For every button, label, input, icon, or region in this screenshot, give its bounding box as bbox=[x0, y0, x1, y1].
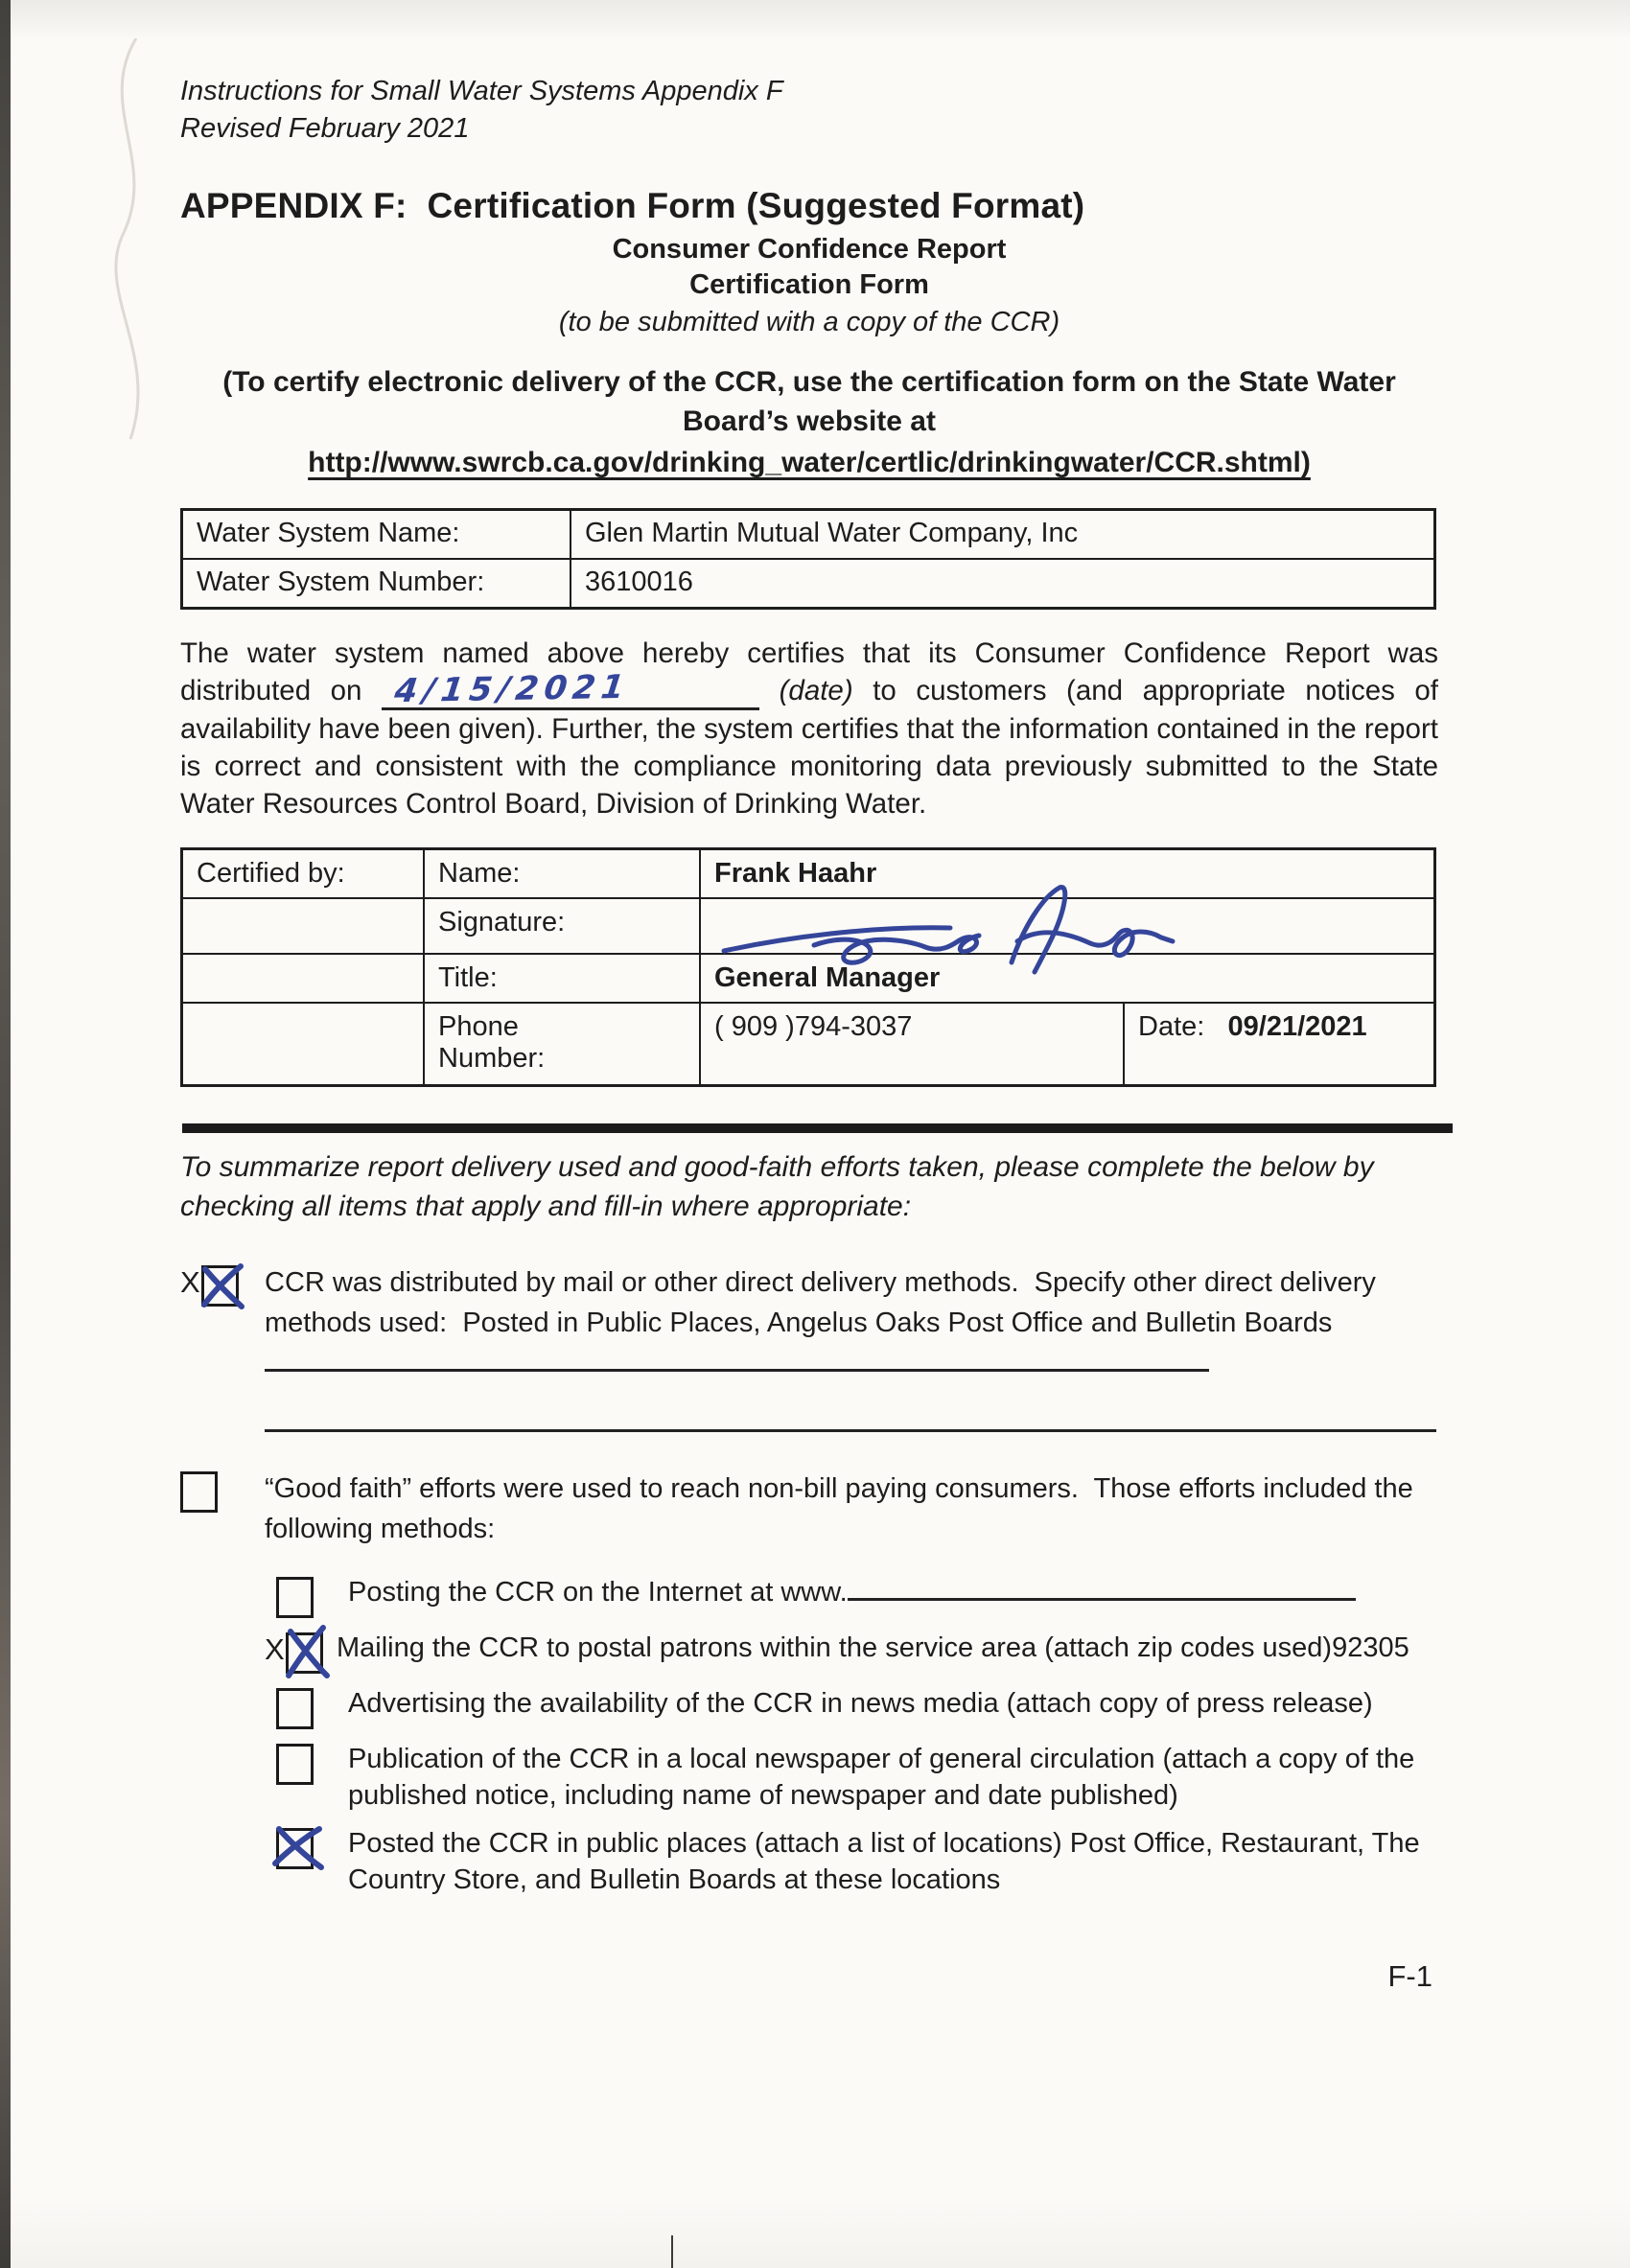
phone-label: Phone Number: bbox=[424, 1003, 700, 1085]
fill-in-blank bbox=[848, 1577, 1356, 1601]
certification-paragraph bbox=[180, 635, 1438, 822]
checkbox-mailing bbox=[286, 1632, 323, 1674]
checkbox-internet bbox=[276, 1577, 314, 1618]
subtitle-submit-note: (to be submitted with a copy of the CCR) bbox=[558, 307, 1060, 337]
typed-x-mark: X bbox=[180, 1264, 200, 1299]
checkbox-advertising bbox=[276, 1688, 314, 1729]
checkbox-good-faith bbox=[180, 1471, 218, 1513]
signature-ink-icon bbox=[718, 882, 1178, 993]
header-note-line2: Revised February 2021 bbox=[180, 113, 470, 144]
posted-public-text: Posted the CCR in public places (attach a list of locations) Post Office, Restaurant, The Country Store, and Bulletin Boards at these locations bbox=[348, 1827, 1428, 1895]
water-system-table bbox=[180, 508, 1436, 610]
empty-cell bbox=[182, 954, 425, 1003]
handwritten-x-icon bbox=[271, 1819, 327, 1871]
handwritten-distribution-date: 4/15/2021 bbox=[392, 667, 633, 711]
summary-instruction: To summarize report delivery used and good-faith efforts taken, please complete the below by checking all items that apply and fill-in where appropriate: bbox=[180, 1150, 1374, 1222]
signature-scrawl bbox=[714, 907, 1420, 945]
checklist-item-text-block bbox=[265, 1262, 1436, 1383]
page-title: APPENDIX F: Certification Form (Suggested Format) bbox=[180, 186, 1085, 225]
header-note-line1: Instructions for Small Water Systems Appendix F bbox=[180, 76, 783, 106]
page-number: F-1 bbox=[1387, 1958, 1432, 1993]
fill-in-blank-row bbox=[265, 1425, 1436, 1432]
scan-edge-artifact bbox=[0, 0, 11, 2268]
checkbox-marker bbox=[276, 1741, 348, 1785]
signature-cell bbox=[700, 898, 1435, 954]
empty-cell bbox=[182, 1003, 425, 1085]
checklist-subitem-posted-public bbox=[180, 1825, 1438, 1898]
checkbox-publication bbox=[276, 1744, 314, 1785]
phone-value: ( 909 )794-3037 bbox=[700, 1003, 1124, 1085]
electronic-delivery-notice: (To certify electronic delivery of the CCR, use the certification form on the State Water Board’s website at bbox=[222, 366, 1396, 437]
water-system-name-value: Glen Martin Mutual Water Company, Inc bbox=[570, 510, 1435, 560]
checklist-subitem-mailing bbox=[180, 1630, 1438, 1674]
certification-text-after: to customers (and appropriate notices of availability have been given). Further, the system certifies that the information contained in the report is correct and consistent with the compliance monitoring data previously submitted to the State Water Resources Control Board, Division of Drinking Water. bbox=[180, 675, 1439, 820]
checkbox-marker bbox=[180, 1469, 265, 1513]
handwritten-x-icon bbox=[197, 1257, 246, 1312]
table-row bbox=[182, 510, 1435, 560]
scan-line-artifact bbox=[671, 2235, 673, 2268]
date-label: Date: bbox=[1138, 1011, 1205, 1042]
mail-delivery-text: CCR was distributed by mail or other direct delivery methods. Specify other direct delivery methods used: Posted in Public Places, Angelus Oaks Post Office and Bulletin Boards bbox=[265, 1266, 1384, 1338]
checklist-subitem-internet bbox=[180, 1574, 1438, 1618]
header-note bbox=[180, 73, 1438, 148]
name-value: Frank Haahr bbox=[700, 849, 1435, 899]
empty-cell bbox=[182, 898, 425, 954]
title-value: General Manager bbox=[700, 954, 1435, 1003]
table-row bbox=[182, 898, 1435, 954]
distribution-date-blank bbox=[382, 667, 759, 711]
certified-by-label: Certified by: bbox=[182, 849, 425, 899]
checkbox-marker bbox=[276, 1574, 348, 1618]
checklist-item-good-faith bbox=[180, 1469, 1438, 1549]
title-label: Title: bbox=[424, 954, 700, 1003]
water-system-number-value: 3610016 bbox=[570, 559, 1435, 609]
typed-x-mark: X bbox=[265, 1632, 285, 1666]
good-faith-text: “Good faith” efforts were used to reach non-bill paying consumers. Those efforts included the following methods: bbox=[265, 1472, 1421, 1544]
checkbox-mail-delivery bbox=[201, 1265, 239, 1307]
signature-label: Signature: bbox=[424, 898, 700, 954]
publication-text: Publication of the CCR in a local newspaper of general circulation (attach a copy of the published notice, including name of newspaper and date published) bbox=[348, 1743, 1423, 1811]
name-label: Name: bbox=[424, 849, 700, 899]
fill-in-blank bbox=[265, 1348, 1209, 1372]
mailing-text: Mailing the CCR to postal patrons within the service area (attach zip codes used)92305 bbox=[337, 1632, 1409, 1663]
section-divider-bar bbox=[182, 1123, 1453, 1133]
certification-text-before: The water system named above hereby certifies that its Consumer Confidence Report was distributed on bbox=[180, 637, 1438, 706]
date-cell bbox=[1124, 1003, 1435, 1085]
document-content bbox=[180, 73, 1438, 1994]
checkbox-posted-public bbox=[276, 1828, 314, 1869]
subtitle-ccr: Consumer Confidence Report bbox=[612, 234, 1007, 265]
date-value: 09/21/2021 bbox=[1227, 1011, 1367, 1042]
checkbox-marker bbox=[276, 1825, 348, 1869]
certified-by-table bbox=[180, 847, 1436, 1087]
state-board-url: http://www.swrcb.ca.gov/drinking_water/certlic/drinkingwater/CCR.shtml) bbox=[308, 447, 1311, 478]
checklist-subitem-advertising bbox=[180, 1685, 1438, 1729]
checklist-item-text-block bbox=[348, 1574, 1356, 1610]
date-hint: (date) bbox=[779, 675, 853, 706]
checklist-subitem-publication bbox=[180, 1741, 1438, 1814]
checkbox-marker bbox=[265, 1630, 337, 1674]
advertising-text: Advertising the availability of the CCR in news media (attach copy of press release) bbox=[348, 1687, 1373, 1719]
checklist-item-mail-delivery bbox=[180, 1262, 1438, 1383]
internet-text: Posting the CCR on the Internet at www. bbox=[348, 1576, 848, 1608]
water-system-number-label: Water System Number: bbox=[182, 559, 571, 609]
checkbox-marker bbox=[180, 1262, 265, 1307]
checkbox-marker bbox=[276, 1685, 348, 1729]
water-system-name-label: Water System Name: bbox=[182, 510, 571, 560]
subtitle-cert-form: Certification Form bbox=[689, 269, 929, 300]
table-row bbox=[182, 1003, 1435, 1085]
table-row bbox=[182, 559, 1435, 609]
handwritten-x-icon bbox=[281, 1624, 331, 1681]
